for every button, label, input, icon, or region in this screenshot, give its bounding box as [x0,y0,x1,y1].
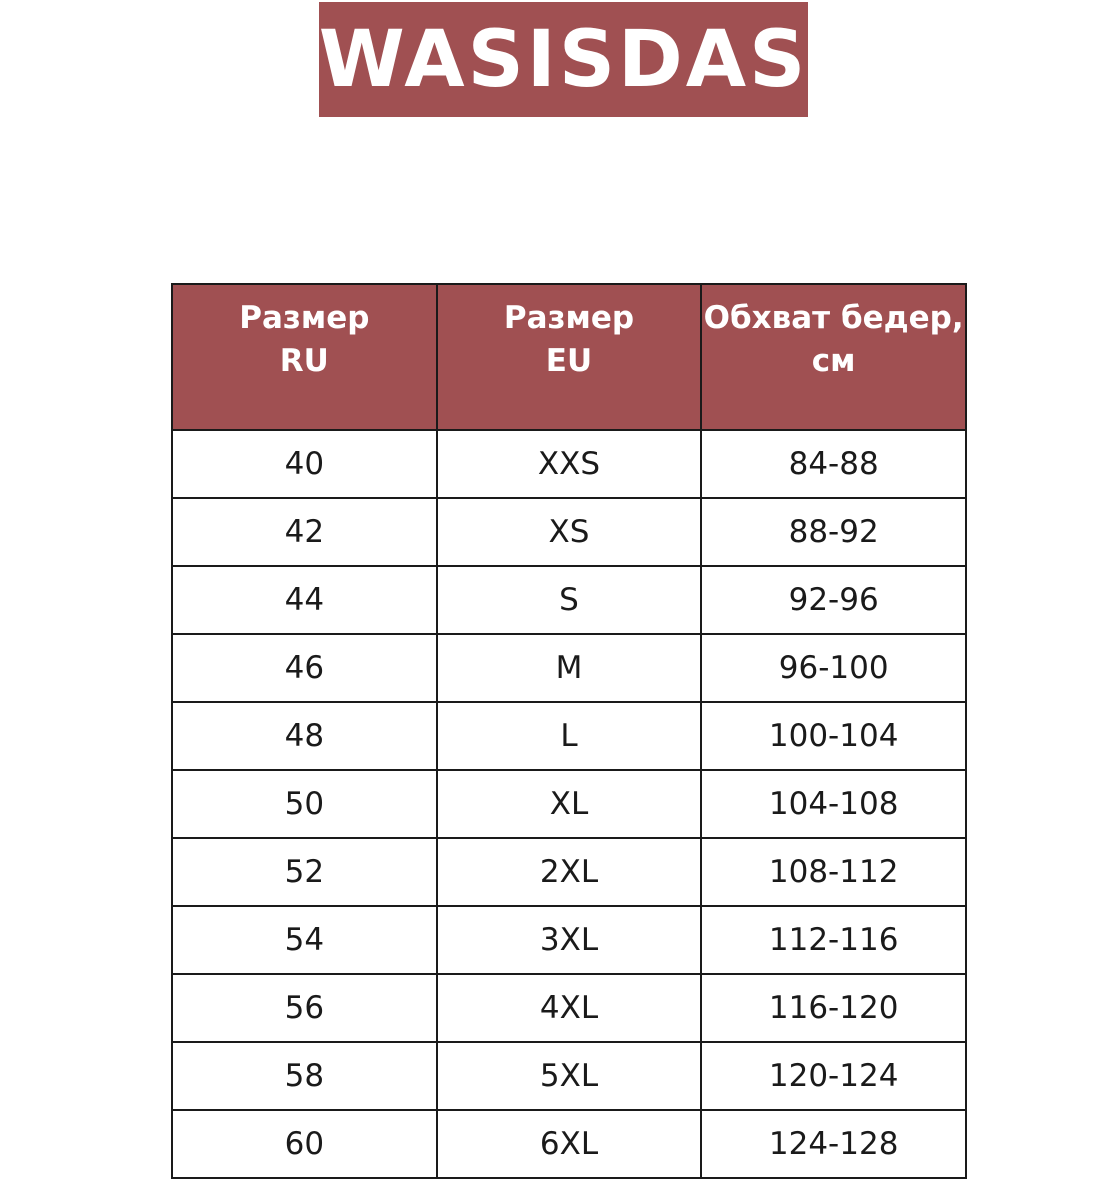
table-row [172,906,966,974]
size-ru-cell: 48 [172,702,437,770]
header-size-eu [437,284,702,430]
hip-girth-cell: 112-116 [701,906,966,974]
table-row [172,566,966,634]
table-header-row [172,284,966,430]
size-eu-cell: XS [437,498,702,566]
size-chart-table [171,283,967,1179]
size-ru-cell: 58 [172,1042,437,1110]
header-size-ru-line1: Размер [239,300,370,336]
header-size-ru [172,284,437,430]
size-ru-cell: 44 [172,566,437,634]
header-hip-girth-line1: Обхват бедер, [703,300,964,336]
hip-girth-cell: 100-104 [701,702,966,770]
header-size-eu-line1: Размер [503,300,635,336]
header-size-eu-line2: EU [545,343,593,379]
size-ru-cell: 46 [172,634,437,702]
table-row [172,498,966,566]
hip-girth-cell: 84-88 [701,430,966,498]
hip-girth-cell: 116-120 [701,974,966,1042]
brand-banner [319,2,808,117]
header-hip-girth [701,284,966,430]
size-ru-cell: 50 [172,770,437,838]
size-ru-cell: 54 [172,906,437,974]
size-ru-cell: 60 [172,1110,437,1178]
hip-girth-cell: 92-96 [701,566,966,634]
size-ru-cell: 52 [172,838,437,906]
table-row [172,770,966,838]
size-table-body [172,430,966,1178]
table-row [172,430,966,498]
hip-girth-cell: 108-112 [701,838,966,906]
size-eu-cell: M [437,634,702,702]
table-row [172,838,966,906]
size-ru-cell: 42 [172,498,437,566]
table-row [172,1042,966,1110]
size-ru-cell: 40 [172,430,437,498]
size-eu-cell: S [437,566,702,634]
hip-girth-cell: 120-124 [701,1042,966,1110]
size-eu-cell: 4XL [437,974,702,1042]
size-eu-cell: XXS [437,430,702,498]
size-eu-cell: 5XL [437,1042,702,1110]
table-row [172,974,966,1042]
size-eu-cell: 2XL [437,838,702,906]
hip-girth-cell: 104-108 [701,770,966,838]
hip-girth-cell: 88-92 [701,498,966,566]
table-row [172,702,966,770]
table-row [172,1110,966,1178]
size-ru-cell: 56 [172,974,437,1042]
hip-girth-cell: 124-128 [701,1110,966,1178]
header-hip-girth-line2: см [811,343,856,379]
header-size-ru-line2: RU [279,343,329,379]
size-eu-cell: 3XL [437,906,702,974]
size-eu-cell: XL [437,770,702,838]
size-eu-cell: 6XL [437,1110,702,1178]
table-row [172,634,966,702]
hip-girth-cell: 96-100 [701,634,966,702]
size-eu-cell: L [437,702,702,770]
brand-logo-text: WASISDAS [318,14,809,105]
